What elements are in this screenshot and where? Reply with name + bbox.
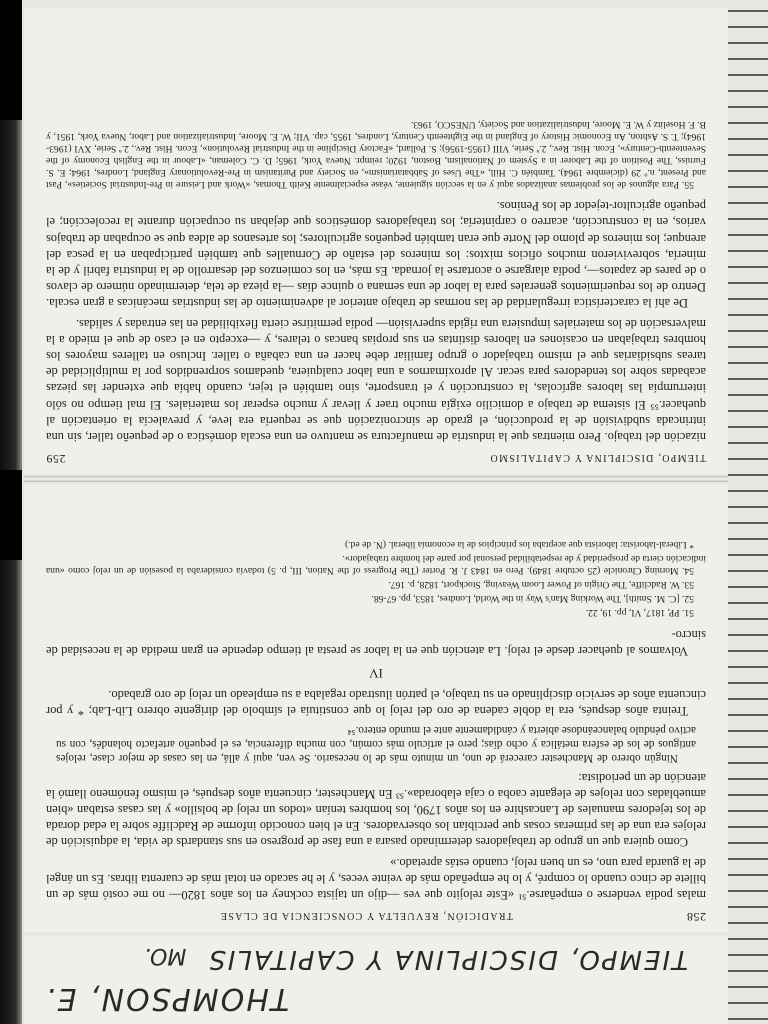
paragraph: nización del trabajo. Pero mientras que la industria de manufactura se mantuvo en una escala doméstica o de pequeño taller, sin una intrincada subdivisión de la producción, el grado de sincronización que se requería era leve, y prevalecía la orientación al quehacer.⁵⁵ El sistema de trabajo a domicilio exigía mucho traer y llevar y mucho esperar los materiales. El mal tiempo no sólo interrumpía las labores agrícolas, la construcción y el transporte, sino también el tejer, cuando había que extender las piezas acabadas sobre los tendedores para secar. Al aproximarnos a una labor cualquiera, quedamos sorprendidos por la multiplicidad de tareas subsidiarias que el mismo trabajador o grupo familiar debe hacer en una cabaña o taller. Incluso en talleres mayores los hombres trabajaban en ocasiones en labores distintas en sus propias bancas o telares, y —excepto en el caso de que el miedo a la malversación de los materiales impusiera una rígida supervisión— podía permitirse cierta flexibilidad en las entradas y salidas.	[46, 316, 706, 444]
handwritten-fragment: MO.	[144, 943, 187, 968]
footnotes	[24, 118, 728, 194]
paragraph: malas podía venderse o empeñarse.⁵¹ «Este relojito que ves —dijo un tajista cockney en los años 1820— no me costó más de un billete de cinco cuando lo compré, y lo he empeñado más de veinte veces, y le he sacado en total más de cuarenta libras. Es un ángel de la guarda para uno, es un buen reloj, cuando estás apretado.»	[46, 855, 706, 902]
footnote: 51. PP, 1817, VI, pp. 19, 22.	[585, 607, 694, 619]
footnote: * Liberal-laborista: laborista que aceptaba los principios de la economía liberal. (N. de ed.)	[345, 539, 694, 551]
body-text	[24, 198, 728, 445]
handwritten-title: TIEMPO, DISCIPLINA Y CAPITALIS	[207, 944, 688, 974]
section-number: IV	[369, 665, 383, 681]
handwritten-author: THOMPSON, E.	[44, 981, 290, 1016]
body-text	[24, 626, 728, 903]
paragraph: De ahí la característica irregularidad de las normas de trabajo anterior al advenimiento de las industrias mecánicas a gran escala. Dentro de los requerimientos generales para la labor de una semana o quince días —la pieza de tela, determinado número de clavos o de pares de zapatos—, podía alargarse o acortarse la jornada. Es más, en los comienzos del desarrollo de la industria fabril y de la minería, sobrevivieron muchos oficios mixtos: los mineros del estaño de Cornualles que también participaban en la pesca del arenque; los mineros de plomo del Norte que eran también pequeños agricultores; los artesanos de aldea que se ocupaban de trabajos varios, en la construcción, acarreo o carpintería; los trabajadores domésticos que dejaban su ocupación durante la recolección; el pequeño agricultor-tejedor de los Peninos.	[46, 199, 706, 311]
handwritten-label	[24, 936, 728, 1024]
footnote: 54. Morning Chronicle (25 octubre 1849). Pero en 1843 J. R. Porter (The Progress of the Nation, III, p. 5) todavía consideraba la posesión de un reloj como «una indicación cierta de prosperidad y de respetabilidad personal por parte del hombre trabajador».	[46, 553, 706, 577]
footnote: 52. [C. M. Smith], The Working Man's Way in the World, Londres, 1853, pp. 67-68.	[371, 593, 694, 605]
paragraph: Como quiera que un grupo de trabajadores determinado pasara a una fase de progreso en sus standards de vida, la adquisición de relojes era una de las primeras cosas que percibían los observadores. En el bien conocido informe de Radcliffe sobre la edad dorada de los tejedores manuales de Lancashire en los años 1790, los hombres tenían «todos un reloj de bolsillo» y las casas estaban «bien amuebladas con relojes de elegante caoba o caja elaborada».⁵³ En Manchester, cincuenta años después, el mismo fenómeno llamó la atención de un periodista:	[46, 770, 706, 850]
running-head-title: TIEMPO, DISCIPLINA Y CAPITALISMO	[489, 452, 706, 463]
page-gutter	[24, 476, 728, 482]
paragraph: Treinta años después, era la doble cadena de oro del reloj lo que constituía el símbolo del dirigente obrero Lib-Lab; * y por cincuenta años de servicio disciplinado en su trabajo, el patrón ilustrado regalaba a su empleado un reloj de oro grabado.	[46, 688, 706, 719]
book-page-258	[24, 484, 728, 932]
page-number: 258	[686, 910, 706, 924]
paragraph: Volvamos al quehacer desde el reloj. La atención que en la labor se presta al tiempo depende en gran medida de la necesidad de sincro-	[46, 627, 706, 658]
running-head-title: TRADICIÓN, REVUELTA Y CONSCIENCIA DE CLASE	[219, 910, 513, 921]
book-page-259	[24, 8, 728, 474]
footnote: 55. Para algunos de los problemas analizados aquí y en la sección siguiente, véase especialmente Keith Thomas, «Work and Leisure in Pre-Industrial Societies», Past and Present, n.º 29 (diciembre 1964). También C. Hill, «The Uses of Sabbatarianism», en Society and Puritanism in Pre-Revolutionary England, Londres, 1964; E. S. Furniss, The Position of the Laborer in a System of Nationalism, Boston, 1920; reimpr. Nueva York, 1965; D. C. Coleman, «Labour in the English Economy of the Seventeenth-Century», Econ. Hist. Rev., 2.ª Serie, VIII (1955-1956); S. Pollard, «Factory Discipline in the Industrial Revolution», Econ. Hist. Rev., 2.ª Serie, XVI (1963-1964); T. S. Ashton, An Economic History of England in the Eighteenth Century, Londres, 1955, cap. VII; W. E. Moore, Industrialization and Labor, Nueva York, 1951, y B. F. Hoselitz y W. E. Moore, Industrialization and Society, UNESCO, 1963.	[46, 118, 706, 190]
footnote: 53. W. Radcliffe, The Origin of Power Loom Weaving, Stockport, 1828, p. 167.	[388, 579, 694, 591]
footnotes	[24, 538, 728, 622]
block-quote: Ningún obrero de Manchester carecerá de uno, un minuto más de lo necesario. Se ven, aquí y allá, en las casas de mejor clase, relojes antiguos de los de esfera metálica y ocho días; pero el artículo más común, con mucha diferencia, es el pequeño artefacto holandés, con su activo péndulo balanceándose abierta y cándidamente ante el mundo entero.⁵⁴	[56, 724, 696, 765]
running-head	[24, 903, 728, 932]
spiral-binding	[728, 0, 768, 1024]
running-head	[24, 445, 728, 474]
scan-left-edge	[0, 0, 22, 1024]
page-number: 259	[46, 452, 66, 466]
